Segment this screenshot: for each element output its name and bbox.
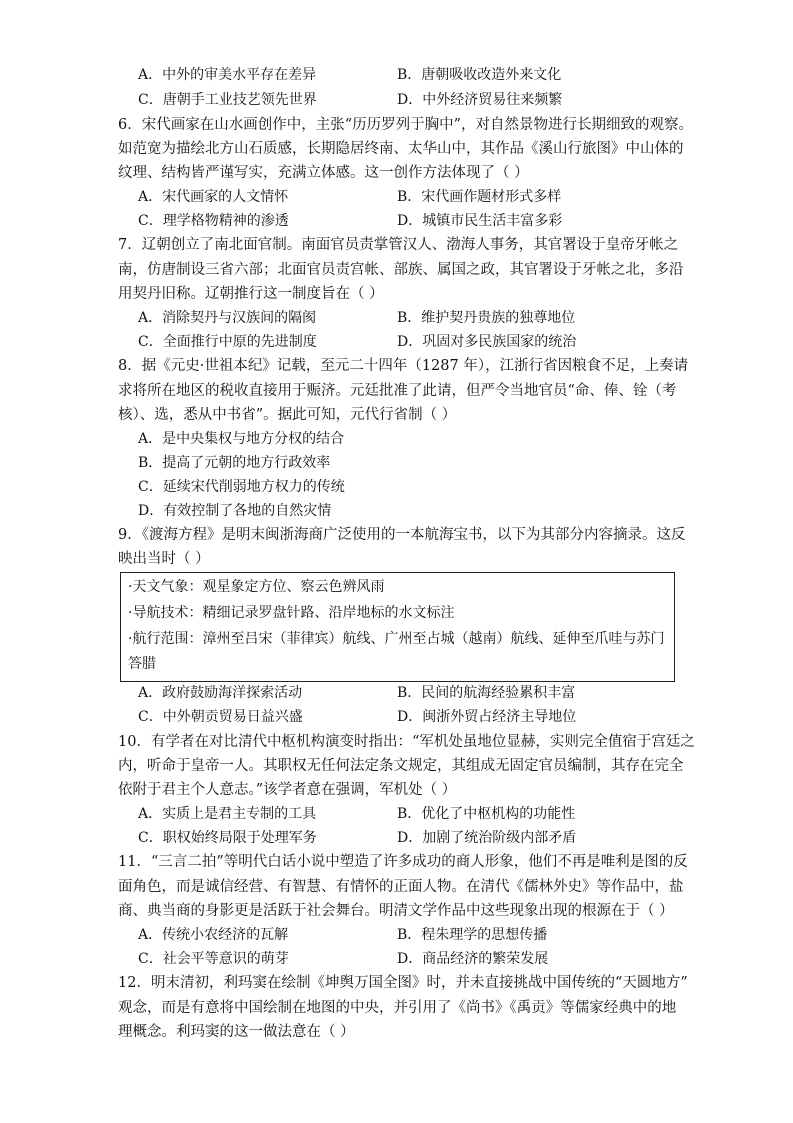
q11-option-a: A．传统小农经济的瓦解 bbox=[138, 927, 289, 943]
q11-stem-line-1: 11．“三言二拍”等明代白话小说中塑造了许多成功的商人形象，他们不再是唯利是图的反 bbox=[118, 854, 688, 870]
q6-option-a: A．宋代画家的人文情怀 bbox=[138, 189, 289, 205]
q8-stem-line-2: 求将所在地区的税收直接用于赈济。元廷批准了此请，但严令当地官员“命、俸、铨（考 bbox=[118, 383, 677, 399]
q6-stem-line-1: 6．宋代画家在山水画创作中，主张“历历罗列于胸中”，对自然景物进行长期细致的观察。 bbox=[118, 117, 694, 133]
q7-option-c: C．全面推行中原的先进制度 bbox=[138, 334, 317, 350]
q9-option-b: B．民间的航海经验累积丰富 bbox=[397, 685, 576, 701]
q12-stem-line-2: 观念，而是有意将中国绘制在地图的中央，并引用了《尚书》《禹贡》等儒家经典中的地 bbox=[118, 1000, 677, 1016]
q11-option-c: C．社会平等意识的萌芽 bbox=[138, 951, 289, 967]
q7-stem-line-2: 南，仿唐制设三省六部；北面官员责宫帐、部族、属国之政，其官署设于牙帐之北，多沿 bbox=[118, 262, 684, 278]
q7-stem-line-3: 用契丹旧称。辽朝推行这一制度旨在（ ） bbox=[118, 286, 384, 302]
q9-box-line-1: ·天文气象：观星象定方位、察云色辨风雨 bbox=[128, 579, 385, 595]
q9-option-c: C．中外朝贡贸易日益兴盛 bbox=[138, 709, 303, 725]
q10-stem-line-3: 依附于君主个人意志。”该学者意在强调，军机处（ ） bbox=[118, 782, 457, 798]
q10-stem-line-1: 10．有学者在对比清代中枢机构演变时指出：“军机处虽地位显赫，实则完全值宿于宫廷之 bbox=[118, 734, 695, 750]
q6-stem-line-2: 如范宽为描绘北方山石质感，长期隐居终南、太华山中，其作品《溪山行旅图》中山体的 bbox=[118, 141, 684, 157]
q9-box-line-3: ·航行范围：漳州至吕宋（菲律宾）航线、广州至占城（越南）航线、延伸至爪哇与苏门 bbox=[128, 631, 665, 647]
q6-option-c: C．理学格物精神的渗透 bbox=[138, 213, 289, 229]
q7-stem-line-1: 7．辽朝创立了南北面官制。南面官员责掌管汉人、渤海人事务，其官署设于皇帝牙帐之 bbox=[118, 237, 679, 253]
q6-stem-line-3: 纹理、结构皆严谨写实，充满立体感。这一创作方法体现了（ ） bbox=[118, 165, 529, 181]
q11-stem-line-2: 面角色，而是诚信经营、有智慧、有情怀的正面人物。在清代《儒林外史》等作品中，盐 bbox=[118, 879, 684, 895]
q6-option-b: B．宋代画作题材形式多样 bbox=[397, 189, 562, 205]
q12-stem-line-1: 12．明末清初，利玛窦在绘制《坤舆万国全图》时，并未直接挑战中国传统的“天圆地方” bbox=[118, 975, 688, 991]
q9-box-line-2: ·导航技术：精细记录罗盘针路、沿岸地标的水文标注 bbox=[128, 605, 455, 621]
q7-option-a: A．消除契丹与汉族间的隔阂 bbox=[138, 310, 317, 326]
q9-stem-line-1: 9．《渡海方程》是明末闽浙海商广泛使用的一本航海宝书，以下为其部分内容摘录。这反 bbox=[118, 527, 686, 543]
q6-option-d: D．城镇市民生活丰富多彩 bbox=[397, 213, 563, 229]
q7-option-b: B．维护契丹贵族的独尊地位 bbox=[397, 310, 576, 326]
q10-stem-line-2: 内，听命于皇帝一人。其职权无任何法定条文规定，其组成无固定官员编制，其存在完全 bbox=[118, 758, 684, 774]
q5-option-d: D．中外经济贸易往来频繁 bbox=[397, 92, 563, 108]
q8-stem-line-1: 8．据《元史·世祖本纪》记载，至元二十四年（1287 年），江浙行省因粮食不足，上奏请 bbox=[118, 358, 689, 374]
q9-option-a: A．政府鼓励海洋探索活动 bbox=[138, 685, 303, 701]
q9-option-d: D．闽浙外贸占经济主导地位 bbox=[397, 709, 577, 725]
q12-stem-line-3: 理概念。利玛窦的这一做法意在（ ） bbox=[118, 1024, 355, 1040]
q5-option-b: B．唐朝吸收改造外来文化 bbox=[397, 67, 562, 83]
q8-option-a: A．是中央集权与地方分权的结合 bbox=[138, 431, 345, 447]
q9-source-box bbox=[120, 572, 675, 682]
q8-option-d: D．有效控制了各地的自然灾情 bbox=[138, 503, 332, 519]
q10-option-d: D．加剧了统治阶级内部矛盾 bbox=[397, 830, 577, 846]
q9-box-line-4: 答腊 bbox=[128, 656, 156, 672]
q8-option-c: C．延续宋代削弱地方权力的传统 bbox=[138, 479, 345, 495]
q11-option-d: D．商品经济的繁荣发展 bbox=[397, 951, 549, 967]
q5-option-c: C．唐朝手工业技艺领先世界 bbox=[138, 92, 317, 108]
q11-option-b: B．程朱理学的思想传播 bbox=[397, 927, 548, 943]
q5-option-a: A．中外的审美水平存在差异 bbox=[138, 67, 317, 83]
q7-option-d: D．巩固对多民族国家的统治 bbox=[397, 334, 577, 350]
q8-option-b: B．提高了元朝的地方行政效率 bbox=[138, 455, 331, 471]
q10-option-c: C．职权始终局限于处理军务 bbox=[138, 830, 317, 846]
q9-stem-line-2: 映出当时（ ） bbox=[118, 551, 210, 567]
q8-stem-line-3: 核）、选，悉从中书省”。据此可知，元代行省制（ ） bbox=[118, 407, 457, 423]
q11-stem-line-3: 商、典当商的身影更是活跃于社会舞台。明清文学作品中这些现象出现的根源在于（ ） bbox=[118, 903, 674, 919]
q10-option-a: A．实质上是君主专制的工具 bbox=[138, 806, 317, 822]
q10-option-b: B．优化了中枢机构的功能性 bbox=[397, 806, 576, 822]
